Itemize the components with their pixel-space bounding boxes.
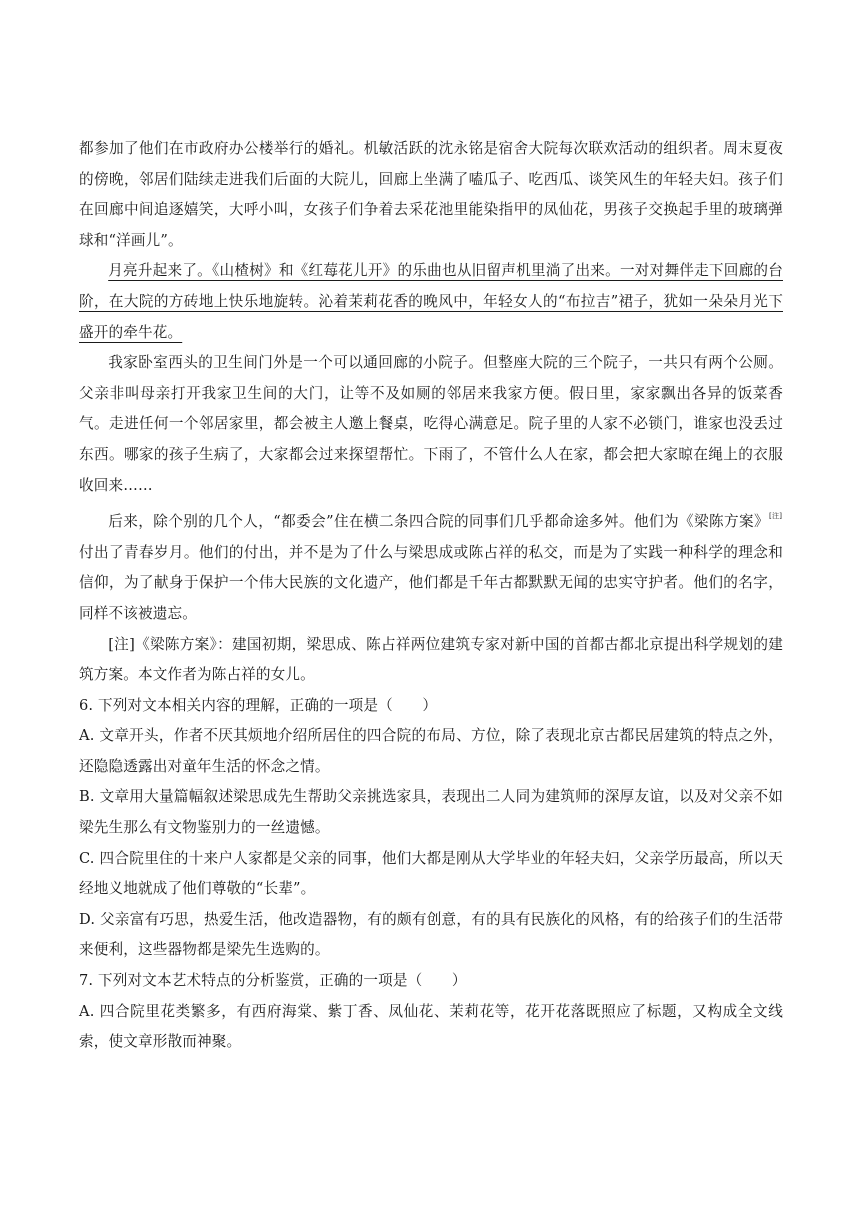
passage-paragraph-2: [79, 256, 783, 348]
passage-paragraph-4: [79, 501, 783, 629]
document-page: [79, 134, 783, 1058]
underlined-sentence: 月亮升起来了。《山楂树》和《红莓花儿开》的乐曲也从旧留声机里淌了出来。一对对舞伴走下回廊的台阶，在大院的方砖地上快乐地旋转。沁着茉莉花香的晚风中，年轻女人的“布拉吉”裙子，犹如一朵朵月光下盛开的牵牛花。: [79, 262, 783, 341]
paragraph-4-part-1: 后来，除个别的几个人，“都委会”住在横二条四合院的同事们几乎都命途多舛。他们为《梁陈方案》: [108, 513, 770, 531]
option-c: C. 四合院里住的十来户人家都是父亲的同事，他们大都是刚从大学毕业的年轻夫妇，父亲学历最高，所以天经地义地就成了他们尊敬的“长辈”。: [79, 849, 783, 898]
paragraph-4-part-2: 付出了青春岁月。他们的付出，并不是为了什么与梁思成或陈占祥的私交，而是为了实践一种科学的理念和信仰，为了献身于保护一个伟大民族的文化遗产，他们都是千年古都默默无闻的忠实守护者。他们的名字，同样不该被遗忘。: [79, 543, 783, 622]
option-d: D. 父亲富有巧思，热爱生活，他改造器物，有的颇有创意，有的具有民族化的风格，有的给孩子们的生活带来便利，这些器物都是梁先生选购的。: [79, 910, 783, 959]
option-a: A. 四合院里花类繁多，有西府海棠、紫丁香、凤仙花、茉莉花等，花开花落既照应了标题，又构成全文线索，使文章形散而神聚。: [79, 1002, 783, 1051]
passage-paragraph-3: 我家卧室西头的卫生间门外是一个可以通回廊的小院子。但整座大院的三个院子，一共只有两个公厕。父亲非叫母亲打开我家卫生间的大门，让等不及如厕的邻居来我家方便。假日里，家家飘出各异的饭菜香气。走进任何一个邻居家里，都会被主人邀上餐桌，吃得心满意足。院子里的人家不必锁门，谁家也没丢过东西。哪家的孩子生病了，大家都会过来探望帮忙。下雨了，不管什么人在家，都会把大家晾在绳上的衣服收回来……: [79, 354, 783, 494]
footnote: [注]《梁陈方案》：建国初期，梁思成、陈占祥两位建筑专家对新中国的首都古都北京提出科学规划的建筑方案。本文作者为陈占祥的女儿。: [79, 635, 783, 684]
question-6: [79, 691, 783, 966]
question-7: [79, 966, 783, 1058]
option-a: A. 文章开头，作者不厌其烦地介绍所居住的四合院的布局、方位，除了表现北京古都民居建筑的特点之外，还隐隐透露出对童年生活的怀念之情。: [79, 727, 783, 775]
footnote-mark: [注]: [769, 512, 782, 521]
passage-paragraph-1: 都参加了他们在市政府办公楼举行的婚礼。机敏活跃的沈永铭是宿舍大院每次联欢活动的组织者。周末夏夜的傍晚，邻居们陆续走进我们后面的大院儿，回廊上坐满了嗑瓜子、吃西瓜、谈笑风生的年轻夫妇。孩子们在回廊中间追逐嬉笑，大呼小叫，女孩子们争着去采花池里能染指甲的凤仙花，男孩子交换起手里的玻璃弹球和“洋画儿”。: [79, 140, 783, 249]
option-b: B. 文章用大量篇幅叙述梁思成先生帮助父亲挑选家具，表现出二人同为建筑师的深厚友谊，以及对父亲不如梁先生那么有文物鉴别力的一丝遗憾。: [79, 788, 783, 837]
question-stem: 6. 下列对文本相关内容的理解，正确的一项是（ ）: [79, 696, 438, 714]
question-stem: 7. 下列对文本艺术特点的分析鉴赏，正确的一项是（ ）: [79, 972, 467, 990]
